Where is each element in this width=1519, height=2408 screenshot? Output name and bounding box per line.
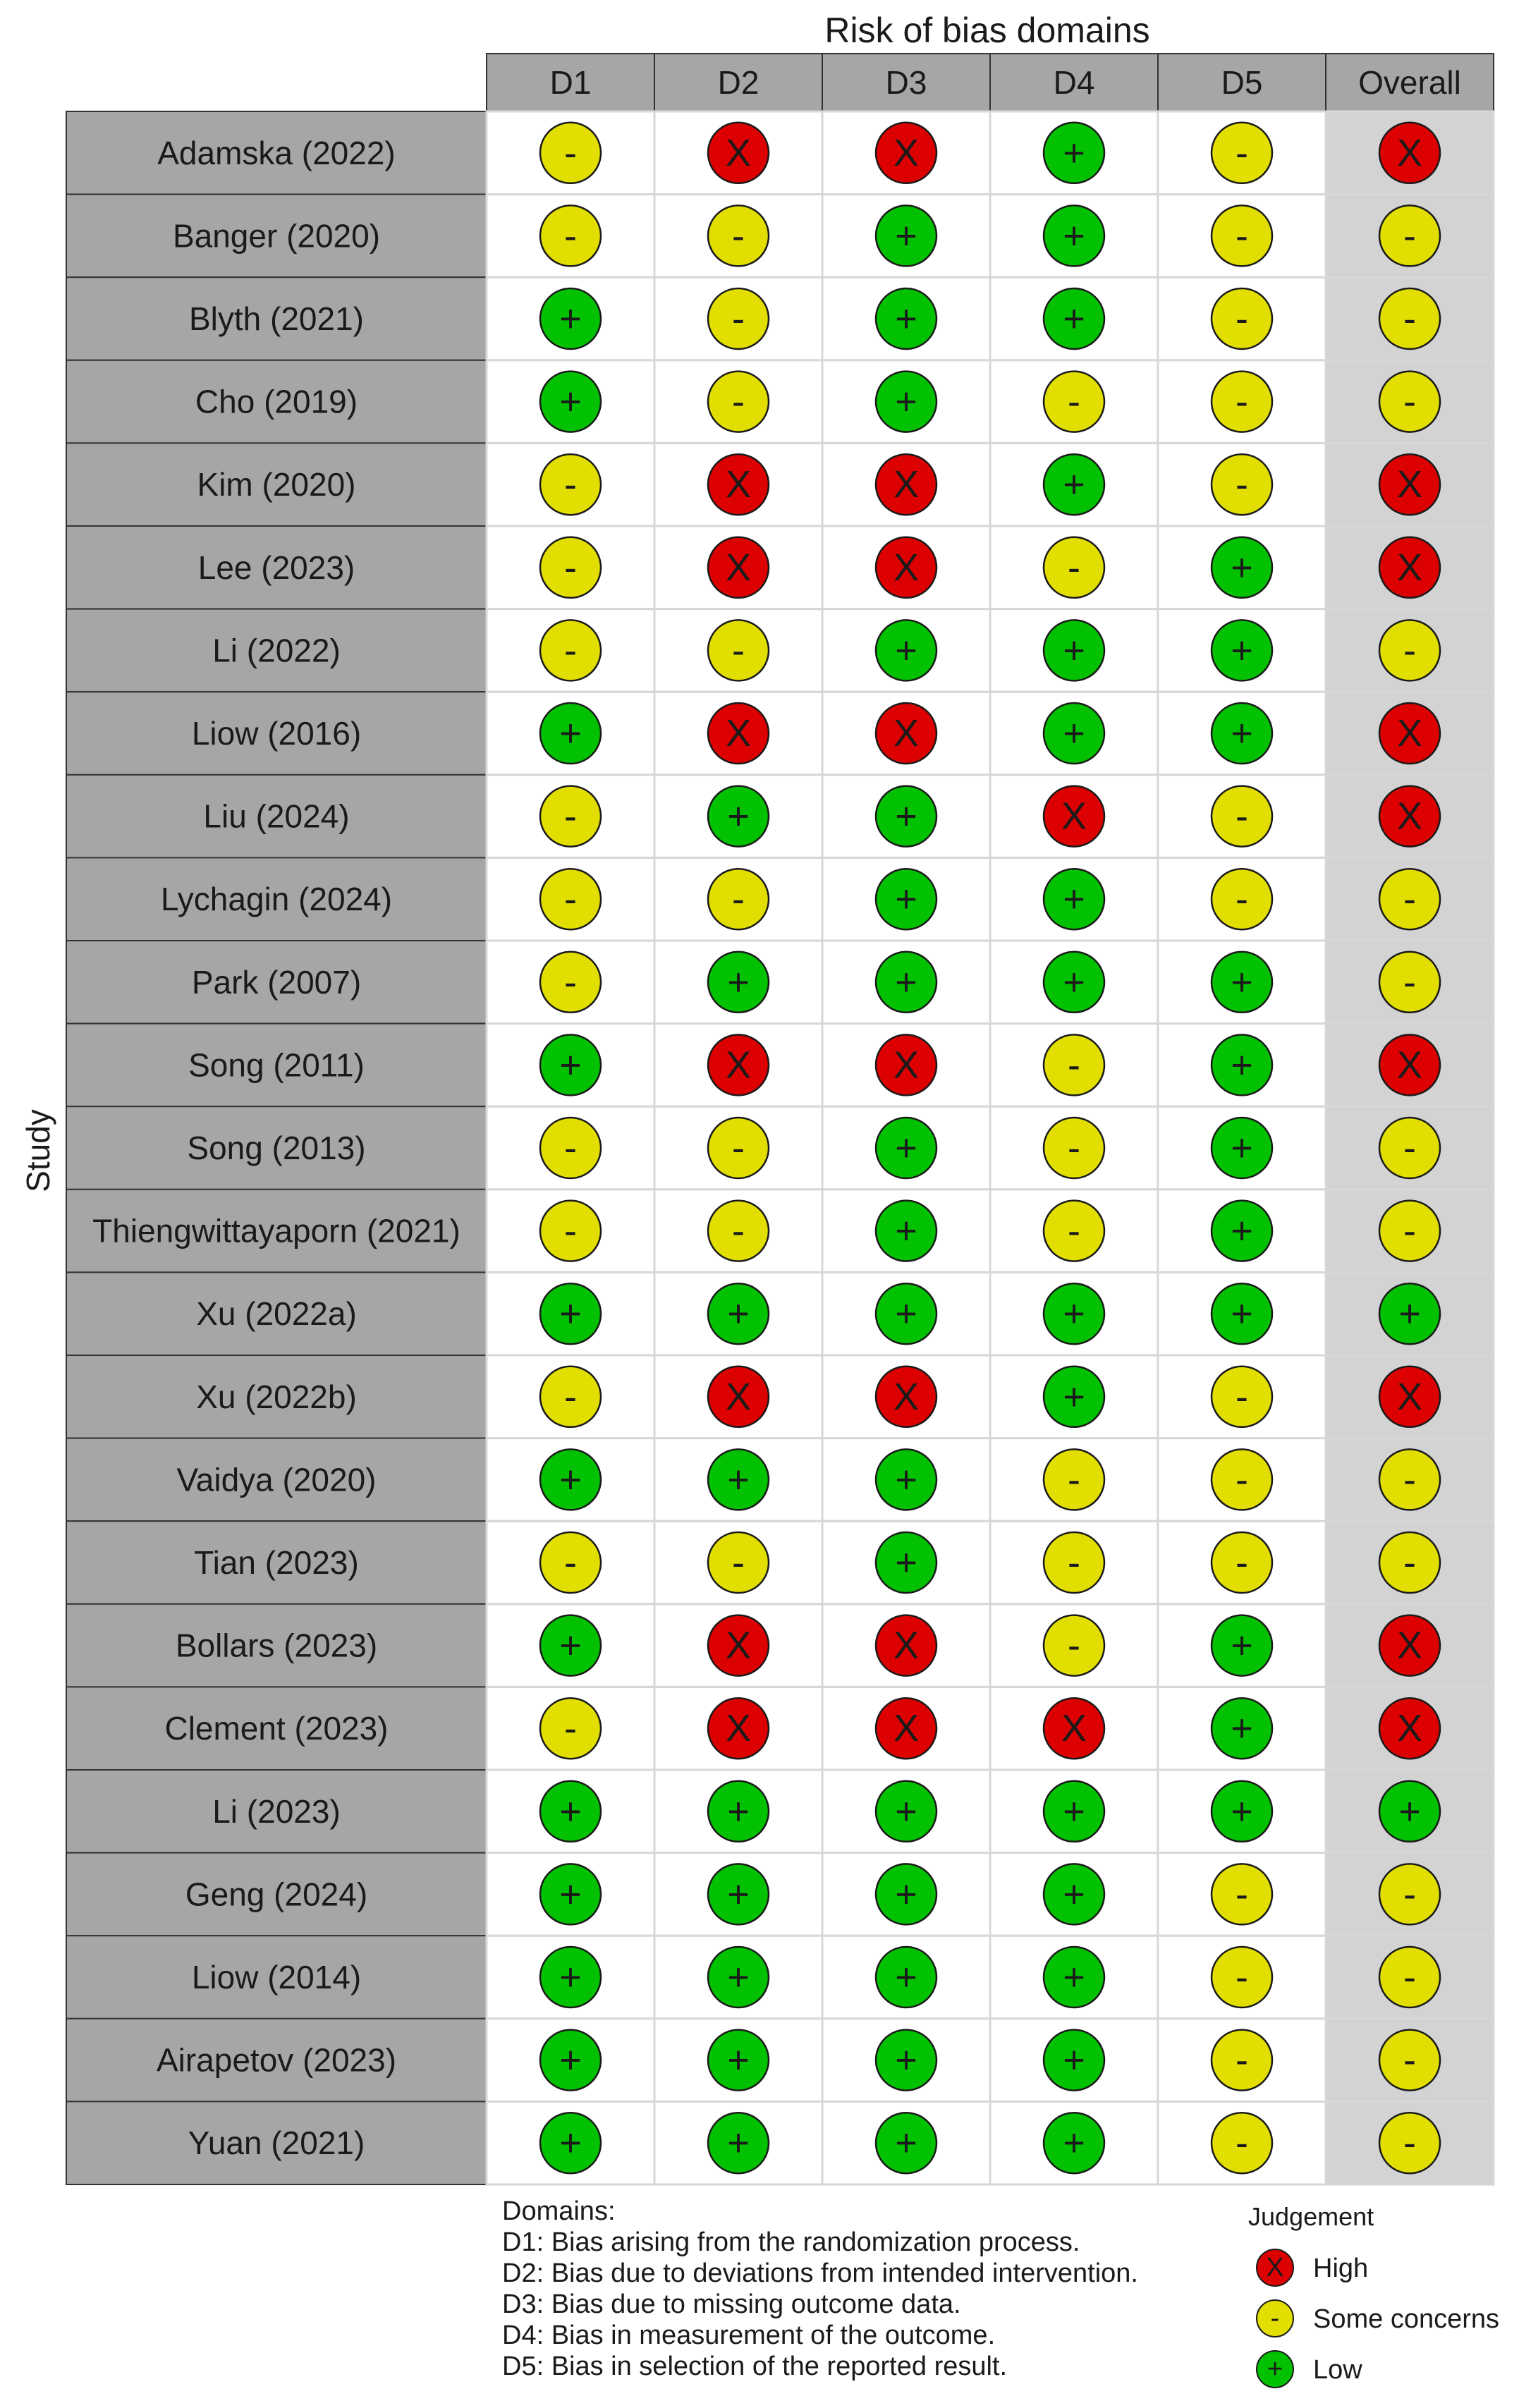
judgement-symbol: - (1403, 878, 1416, 921)
domains-note-heading: Domains: (502, 2196, 616, 2226)
judgement-symbol: + (559, 1790, 582, 1833)
judgement-symbol: + (727, 1873, 750, 1916)
rob-table (66, 54, 1494, 2184)
judgement-symbol: X (1396, 131, 1423, 174)
study-label: Blyth (2021) (188, 300, 365, 337)
study-label: Banger (2020) (172, 217, 381, 255)
judgement-symbol: + (895, 1956, 917, 1998)
judgement-symbol: + (895, 2122, 917, 2165)
judgement-symbol: X (725, 131, 752, 174)
judgement-symbol: X (893, 1707, 920, 1750)
study-label: Yuan (2021) (188, 2125, 365, 2162)
judgement-symbol: X (893, 1375, 920, 1418)
judgement-symbol: X (1061, 1707, 1087, 1750)
judgement-symbol: + (559, 1624, 582, 1667)
judgement-symbol: - (732, 629, 745, 672)
judgement-symbol: - (1403, 214, 1416, 257)
judgement-symbol: - (1236, 298, 1248, 340)
judgement-symbol: - (1068, 1127, 1080, 1169)
judgement-symbol: X (1396, 546, 1423, 589)
judgement-symbol: + (727, 1790, 750, 1833)
judgement-symbol: + (1063, 878, 1085, 921)
study-label: Tian (2023) (194, 1544, 359, 1581)
judgement-symbol: X (1396, 1044, 1423, 1087)
study-label: Song (2013) (187, 1130, 366, 1166)
judgement-symbol: - (1403, 1458, 1416, 1501)
judgement-symbol: X (893, 1624, 920, 1667)
judgement-symbol: - (1403, 1956, 1416, 1998)
column-header-d3: D3 (885, 64, 927, 101)
judgement-symbol: - (1236, 214, 1248, 257)
judgement-symbol: - (1403, 2122, 1416, 2165)
judgement-symbol: + (1063, 629, 1085, 672)
judgement-symbol: + (895, 1127, 917, 1169)
judgement-symbol: - (564, 878, 577, 921)
judgement-symbol: - (1236, 2122, 1248, 2165)
judgement-symbol: - (564, 1375, 577, 1418)
judgement-symbol: - (1403, 298, 1416, 340)
judgement-symbol: - (564, 960, 577, 1003)
judgement-symbol: X (725, 463, 752, 506)
judgement-symbol: - (564, 1127, 577, 1169)
judgement-symbol: + (1231, 1044, 1253, 1087)
domains-note-line: D1: Bias arising from the randomization process. (502, 2227, 1080, 2257)
judgement-symbol: + (895, 380, 917, 423)
judgement-symbol: + (559, 1044, 582, 1087)
judgement-symbol: + (559, 1873, 582, 1916)
judgement-symbol: + (559, 2122, 582, 2165)
judgement-symbol: + (1398, 1790, 1421, 1833)
judgement-symbol: + (559, 1458, 582, 1501)
study-label: Clement (2023) (164, 1710, 389, 1747)
judgement-symbol: - (1236, 1375, 1248, 1418)
y-axis-label: Study (20, 1109, 56, 1192)
judgement-symbol: - (1068, 1458, 1080, 1501)
column-header-d1: D1 (549, 64, 592, 101)
study-label: Kim (2020) (197, 466, 356, 503)
judgement-symbol: - (732, 298, 745, 340)
judgement-symbol: + (1063, 712, 1085, 754)
judgement-symbol: X (725, 1375, 752, 1418)
chart-title: Risk of bias domains (824, 11, 1150, 50)
judgement-symbol: + (1231, 546, 1253, 589)
judgement-symbol: X (1396, 463, 1423, 506)
study-label: Liu (2024) (203, 797, 350, 835)
judgement-symbol: + (1231, 1292, 1253, 1336)
judgement-symbol: + (559, 712, 582, 754)
legend-label-high: High (1313, 2254, 1369, 2283)
judgement-symbol: X (893, 1044, 920, 1087)
domains-note-line: D3: Bias due to missing outcome data. (502, 2290, 961, 2319)
judgement-symbol: X (893, 546, 920, 589)
judgement-symbol: - (732, 380, 745, 423)
judgement-symbol: + (727, 1956, 750, 1998)
domains-note-line: D5: Bias in selection of the reported result. (502, 2352, 1008, 2381)
judgement-symbol: + (727, 2122, 750, 2165)
study-label: Lee (2023) (197, 549, 355, 586)
judgement-symbol: - (1403, 960, 1416, 1003)
judgement-symbol: - (564, 131, 577, 174)
legend-label-some: Some concerns (1313, 2304, 1500, 2334)
legend-title: Judgement (1248, 2202, 1374, 2231)
judgement-symbol: - (1068, 1044, 1080, 1087)
judgement-symbol: - (1068, 1209, 1080, 1252)
judgement-symbol: + (1231, 712, 1253, 754)
judgement-symbol: - (1236, 1541, 1248, 1584)
judgement-symbol: + (895, 1458, 917, 1501)
legend-label-low: Low (1313, 2355, 1362, 2385)
judgement-symbol: + (895, 2039, 917, 2082)
judgement-symbol: X (1396, 1624, 1423, 1667)
judgement-symbol: + (1063, 214, 1085, 257)
judgement-symbol: - (1236, 1873, 1248, 1916)
judgement-symbol: + (727, 1292, 750, 1336)
judgement-symbol: + (559, 2039, 582, 2082)
judgement-symbol: + (895, 1541, 917, 1584)
judgement-symbol: X (1396, 795, 1423, 838)
judgement-symbol: + (1063, 298, 1085, 340)
study-label: Airapetov (2023) (156, 2041, 397, 2079)
judgement-symbol: - (732, 878, 745, 921)
study-label: Li (2022) (212, 632, 341, 669)
judgement-symbol: - (1236, 380, 1248, 423)
domains-note-line: D2: Bias due to deviations from intended intervention. (502, 2259, 1138, 2288)
judgement-symbol: X (893, 712, 920, 754)
study-label: Bollars (2023) (175, 1627, 378, 1664)
judgement-symbol: X (1396, 1707, 1423, 1750)
judgement-symbol: X (725, 1044, 752, 1087)
judgement-symbol: + (1063, 1375, 1085, 1418)
judgement-symbol: X (1396, 1375, 1423, 1418)
judgement-symbol: + (895, 795, 917, 838)
column-header-overall: Overall (1358, 64, 1461, 101)
judgement-symbol: - (564, 546, 577, 589)
judgement-symbol: - (564, 629, 577, 672)
judgement-symbol: - (1236, 131, 1248, 174)
judgement-symbol: + (727, 2039, 750, 2082)
judgement-symbol: + (559, 380, 582, 423)
legend-symbol: - (1270, 2304, 1280, 2333)
judgement-symbol: - (1236, 2039, 1248, 2082)
judgement-symbol: X (725, 712, 752, 754)
judgement-symbol: - (1403, 380, 1416, 423)
judgement-symbol: + (559, 298, 582, 340)
column-header-d4: D4 (1053, 64, 1095, 101)
judgement-symbol: + (1063, 960, 1085, 1003)
study-label: Lychagin (2024) (160, 881, 393, 918)
column-header-d5: D5 (1221, 64, 1263, 101)
study-label: Li (2023) (212, 1792, 341, 1830)
judgement-symbol: - (732, 1541, 745, 1584)
judgement-symbol: + (895, 214, 917, 257)
judgement-symbol: + (727, 795, 750, 838)
judgement-symbol: - (564, 1209, 577, 1252)
judgement-symbol: + (895, 878, 917, 921)
judgement-symbol: - (1236, 795, 1248, 838)
judgement-symbol: + (1063, 463, 1085, 506)
judgement-symbol: - (564, 463, 577, 506)
judgement-symbol: + (1231, 1624, 1253, 1667)
judgement-symbol: + (727, 1458, 750, 1501)
judgement-symbol: - (1236, 1458, 1248, 1501)
judgement-symbol: + (727, 960, 750, 1003)
judgement-symbol: - (1403, 1127, 1416, 1169)
judgement-symbol: - (1236, 1956, 1248, 1998)
judgement-symbol: + (1063, 2122, 1085, 2165)
judgement-symbol: + (895, 1292, 917, 1336)
study-label: Cho (2019) (195, 383, 358, 420)
column-header-d2: D2 (717, 64, 760, 101)
judgement-symbol: - (1068, 1624, 1080, 1667)
judgement-symbol: - (564, 214, 577, 257)
judgement-symbol: - (1068, 380, 1080, 423)
legend-symbol: X (1266, 2253, 1284, 2282)
judgement-symbol: X (893, 131, 920, 174)
judgement-symbol: + (1063, 1873, 1085, 1916)
judgement-symbol: - (732, 1127, 745, 1169)
judgement-symbol: + (1231, 1209, 1253, 1252)
judgement-symbol: - (1403, 629, 1416, 672)
study-label: Liow (2014) (191, 1959, 362, 1996)
study-label: Xu (2022b) (196, 1378, 357, 1415)
study-label: Geng (2024) (185, 1876, 368, 1913)
judgement-symbol: - (732, 214, 745, 257)
judgement-symbol: - (1068, 1541, 1080, 1584)
judgement-symbol: + (1231, 1707, 1253, 1750)
judgement-symbol: - (564, 1541, 577, 1584)
judgement-symbol: - (1403, 1873, 1416, 1916)
study-label: Song (2011) (188, 1046, 365, 1084)
judgement-symbol: + (895, 629, 917, 672)
study-label: Park (2007) (191, 963, 362, 1001)
judgement-symbol: X (725, 1624, 752, 1667)
judgement-symbol: + (895, 960, 917, 1003)
judgement-symbol: + (559, 1292, 582, 1336)
judgement-symbol: + (1063, 131, 1085, 174)
judgement-symbol: - (1403, 1541, 1416, 1584)
judgement-symbol: + (1063, 2039, 1085, 2082)
judgement-symbol: - (1403, 1209, 1416, 1252)
judgement-symbol: - (1236, 878, 1248, 921)
study-label: Thiengwittayaporn (2021) (92, 1212, 460, 1249)
legend-symbol: + (1267, 2354, 1283, 2384)
judgement-symbol: - (732, 1209, 745, 1252)
study-label: Liow (2016) (191, 715, 362, 752)
judgement-symbol: + (1231, 1790, 1253, 1833)
judgement-symbol: + (895, 1790, 917, 1833)
judgement-symbol: X (725, 546, 752, 589)
judgement-symbol: + (1063, 1790, 1085, 1833)
judgement-symbol: + (559, 1956, 582, 1998)
judgement-symbol: + (1398, 1292, 1421, 1336)
judgement-symbol: + (895, 298, 917, 340)
judgement-symbol: X (1396, 712, 1423, 754)
judgement-symbol: - (564, 795, 577, 838)
judgement-legend (1248, 2202, 1499, 2388)
judgement-symbol: + (1231, 1127, 1253, 1169)
domains-note (502, 2196, 1138, 2381)
judgement-symbol: X (1061, 795, 1087, 838)
judgement-symbol: + (895, 1873, 917, 1916)
study-label: Xu (2022a) (196, 1295, 357, 1333)
study-label: Vaidya (2020) (176, 1461, 377, 1498)
judgement-symbol: + (1063, 1956, 1085, 1998)
judgement-symbol: + (1231, 629, 1253, 672)
judgement-symbol: - (564, 1707, 577, 1750)
judgement-symbol: - (1403, 2039, 1416, 2082)
judgement-symbol: - (1236, 463, 1248, 506)
judgement-symbol: X (893, 463, 920, 506)
judgement-symbol: + (1063, 1292, 1085, 1336)
domains-note-line: D4: Bias in measurement of the outcome. (502, 2321, 996, 2350)
judgement-symbol: - (1068, 546, 1080, 589)
judgement-symbol: + (1231, 960, 1253, 1003)
judgement-symbol: X (725, 1707, 752, 1750)
study-label: Adamska (2022) (157, 134, 396, 171)
judgement-symbol: + (895, 1209, 917, 1252)
